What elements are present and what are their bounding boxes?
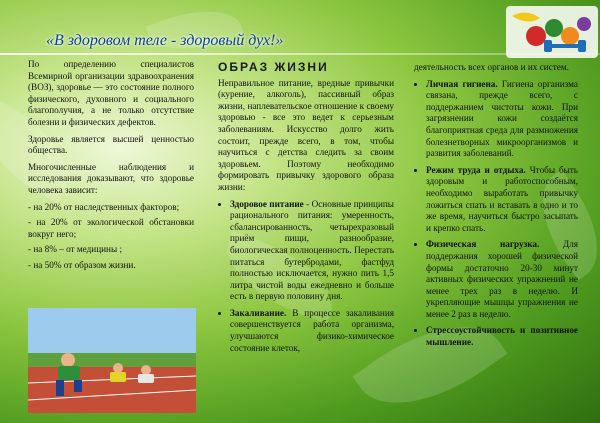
health-factors-intro: Многочисленные наблюдения и исследования доказывают, что здоровье человека зависит: (28, 161, 194, 195)
column-middle (218, 62, 394, 359)
continued-text: деятельность всех органов и их систем. (414, 62, 569, 72)
list-item-hardening: • Закаливание. В процессе закаливания совершенствуется работа организма, улучшаются физико-химическое состояние клеток, (230, 308, 394, 354)
factor-heredity: - на 20% от наследственных факторов; (28, 201, 180, 212)
factor-lifestyle: - на 50% от образом жизни. (28, 259, 136, 270)
list-item-stress: • Стрессоустойчивость и позитивное мышление. (426, 325, 578, 348)
list-item-routine: • Режим труда и отдыха. Чтобы быть здоровым и работоспособным, необходимо выработать привычку ложиться спать и вставать в одно и то же время, научиться быстро засыпать и крепко спать. (426, 165, 578, 235)
lifestyle-intro: Неправильное питание, вредные привычки (курение, алкоголь), пассивный образ жизни, наплевательское отношение к своему здоровью - все это ведет к серьезным заболеваниям. Искусство долго жить состоит, прежде всего, в том, чтобы научиться с детства следить за своим здоровьем. Поэтому необходимо формировать привычку здорового образа жизни: (218, 77, 394, 192)
health-value: Здоровье является высшей ценностью общества. (28, 133, 194, 156)
lifestyle-list (218, 199, 394, 355)
column-left (28, 59, 194, 276)
children-running-photo (28, 308, 196, 413)
list-item-nutrition: • Здоровое питание - Основные принципы рационального питания: умеренность, сбалансированность, четырехразовый приём пищи, разнообразие, биологическая полноценность. Перестать питаться бутербродами, фастфуд полностью исключается, нужно пить 1,5 литра чистой воды ежедневно и больше есть в первую половину дня. (230, 199, 394, 303)
list-item-hygiene: • Личная гигиена. Гигиена организма связана, прежде всего, с поддержанием чистоты кожи. При загрязнении кожи создаётся благоприятная среда для размножения болезнетворных микроорганизмов и развития заболеваний. (426, 79, 578, 160)
who-definition: По определению специалистов Всемирной организации здравоохранения (ВОЗ), здоровье — это состояние полного физического, духовного и социального благополучия, а не только отсутствие болезни и физических дефектов. (28, 59, 194, 127)
column-right (414, 62, 578, 354)
factor-medicine: - на 8% – от медицины ; (28, 244, 123, 255)
lifestyle-heading: ОБРАЗ ЖИЗНИ (218, 60, 329, 74)
fruit-dumbbell-image (506, 6, 598, 58)
list-item-exercise: • Физическая нагрузка. Для поддержания хорошей физической формы достаточно 20-30 минут активных физических упражнений не менее трех раз в неделю. И укрепляющие мышцы упражнения не менее 2 раз в неделю. (426, 239, 578, 320)
factor-environment: - на 20% от экологической обстановки вокруг него; (28, 217, 194, 239)
page-title: «В здоровом теле - здоровый дух!» (46, 32, 284, 49)
habits-list (414, 79, 578, 349)
